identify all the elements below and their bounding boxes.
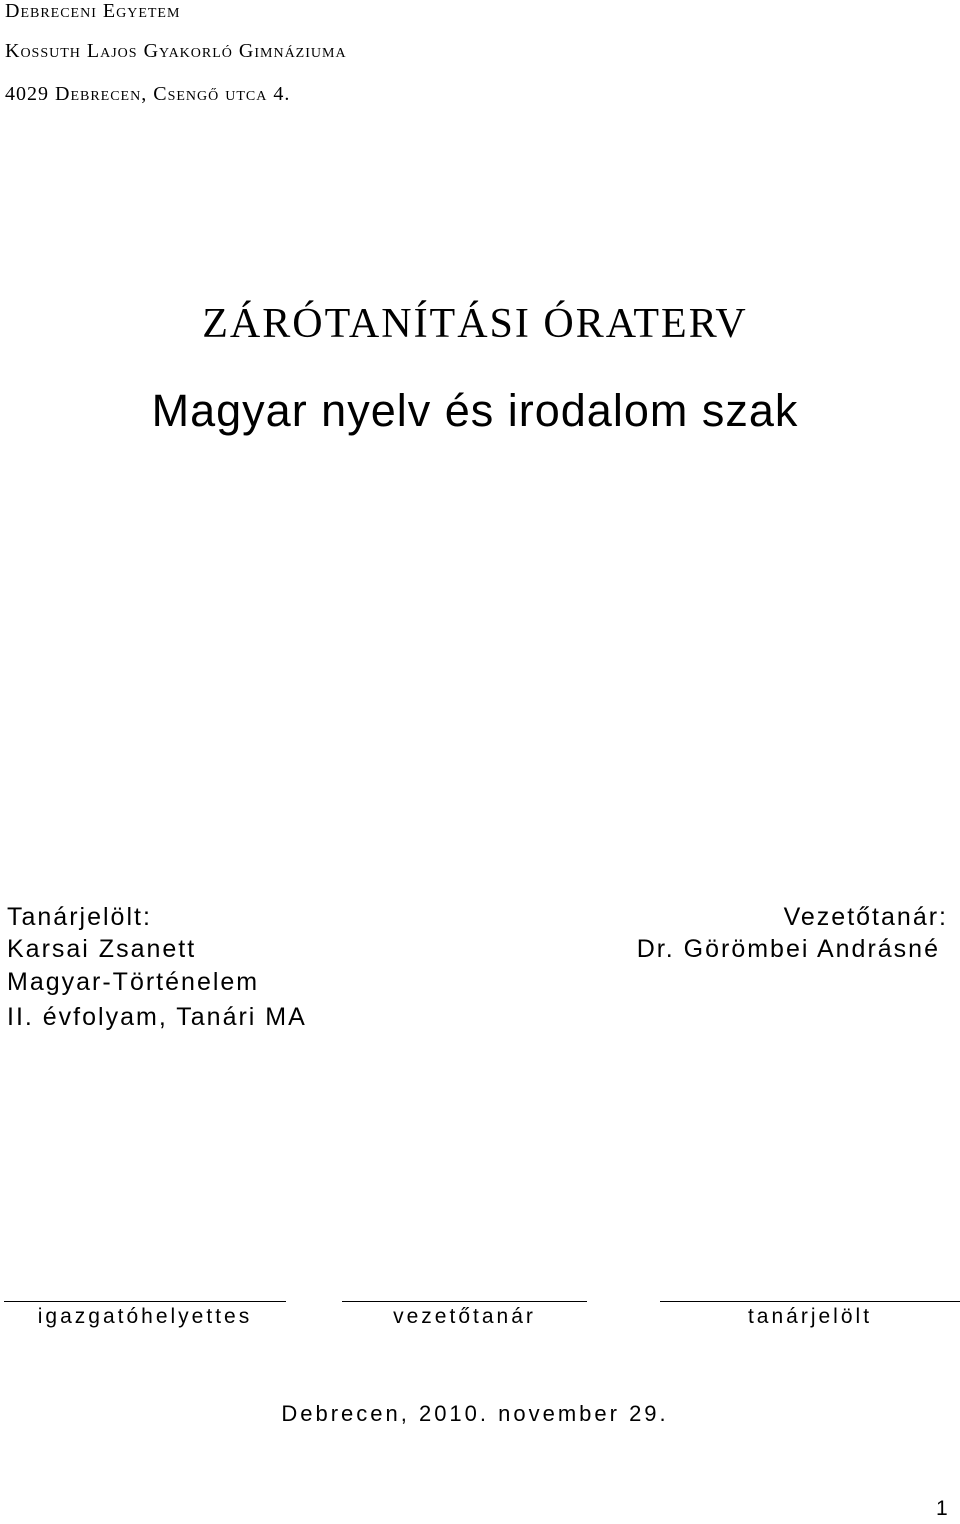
- candidate-label: Tanárjelölt:: [7, 903, 152, 931]
- candidate-major: Magyar-Történelem: [7, 968, 260, 996]
- document-date: Debrecen, 2010. november 29.: [281, 1401, 669, 1426]
- document-subtitle: Magyar nyelv és irodalom szak: [151, 385, 799, 436]
- supervisor-name: Dr. Görömbei Andrásné: [636, 935, 940, 963]
- school-address: 4029 Debrecen, Csengő utca 4.: [5, 83, 291, 105]
- signature-label-candidate: tanárjelölt: [747, 1305, 873, 1328]
- university-name: Debreceni Egyetem: [5, 0, 181, 22]
- supervisor-label: Vezetőtanár:: [783, 903, 948, 931]
- document-title: ZÁRÓTANÍTÁSI ÓRATERV: [202, 301, 748, 347]
- candidate-year: II. évfolyam, Tanári MA: [7, 1003, 307, 1031]
- signature-line-candidate: [660, 1301, 960, 1302]
- signature-line-supervisor: [342, 1301, 587, 1302]
- school-name: Kossuth Lajos Gyakorló Gimnáziuma: [5, 40, 347, 62]
- signature-label-supervisor: vezetőtanár: [393, 1305, 536, 1328]
- signature-label-deputy: igazgatóhelyettes: [37, 1305, 253, 1328]
- page-number: 1: [936, 1497, 948, 1520]
- signature-line-deputy: [4, 1301, 286, 1302]
- candidate-name: Karsai Zsanett: [7, 935, 197, 963]
